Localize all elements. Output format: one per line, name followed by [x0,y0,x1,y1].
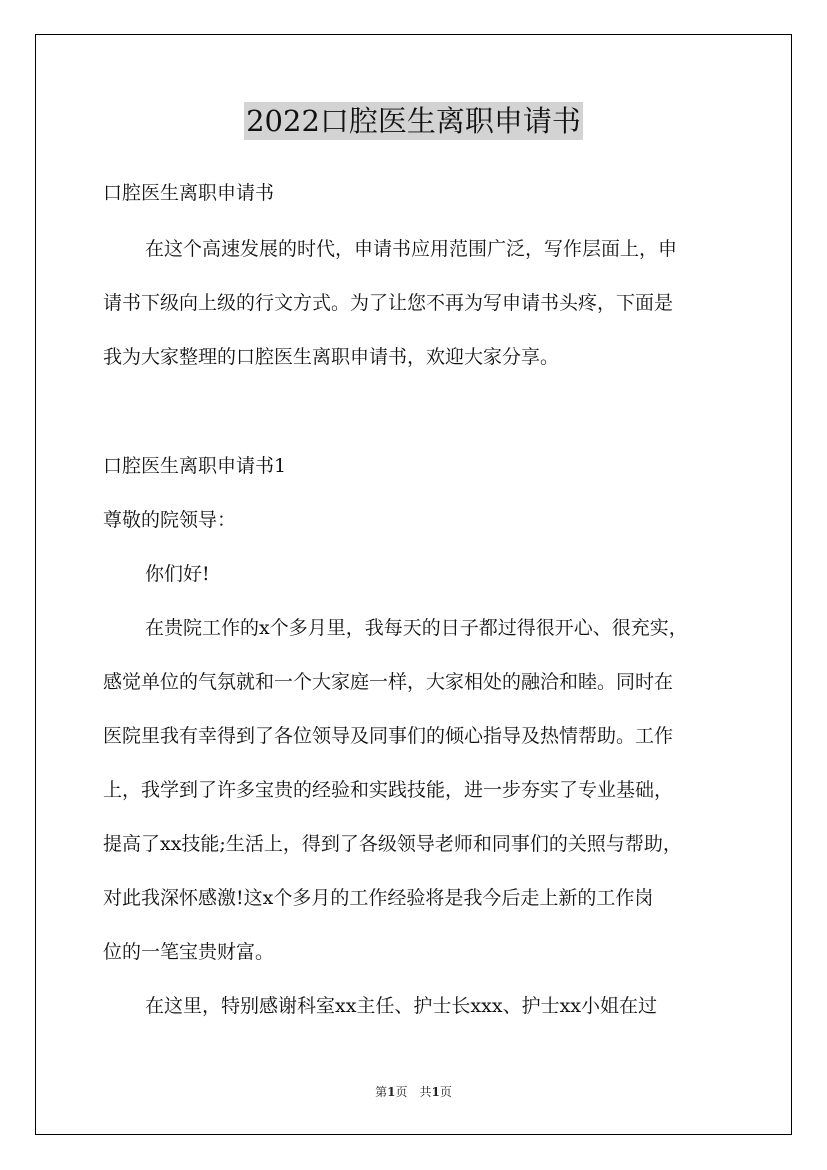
body-line-6: 对此我深怀感激!这x个多月的工作经验将是我今后走上新的工作岗 [103,887,654,909]
section-heading: 口腔医生离职申请书 [103,182,275,204]
intro-line-3: 我为大家整理的口腔医生离职申请书，欢迎大家分享。 [103,346,560,368]
greeting: 你们好! [145,563,210,585]
footer-prefix: 第 [375,1085,388,1099]
body-line-4: 上，我学到了许多宝贵的经验和实践技能，进一步夯实了专业基础， [103,779,674,801]
page-footer [0,1084,827,1100]
intro-line-1: 在这个高速发展的时代，申请书应用范围广泛，写作层面上，申 [145,238,678,260]
body-line-7: 位的一笔宝贵财富。 [103,941,275,963]
salutation: 尊敬的院领导： [103,509,237,531]
body-line-1: 在贵院工作的x个多月里，我每天的日子都过得很开心、很充实， [145,617,688,639]
footer-page-total: 1 [431,1085,440,1099]
body-line-8: 在这里，特别感谢科室xx主任、护士长xxx、护士xx小姐在过 [145,995,658,1017]
document-title: 2022口腔医生离职申请书 [246,104,581,138]
footer-suffix: 页 [439,1085,452,1099]
body-line-5: 提高了xx技能;生活上，得到了各级领导老师和同事们的关照与帮助， [103,833,682,855]
letter-heading: 口腔医生离职申请书1 [103,455,287,477]
footer-page-number: 1 [387,1085,396,1099]
footer-mid: 页 共 [395,1085,432,1099]
intro-line-2: 请书下级向上级的行文方式。为了让您不再为写申请书头疼，下面是 [103,292,674,314]
body-line-3: 医院里我有幸得到了各位领导及同事们的倾心指导及热情帮助。工作 [103,725,674,747]
body-line-2: 感觉单位的气氛就和一个大家庭一样，大家相处的融洽和睦。同时在 [103,671,674,693]
title-container [0,102,827,140]
